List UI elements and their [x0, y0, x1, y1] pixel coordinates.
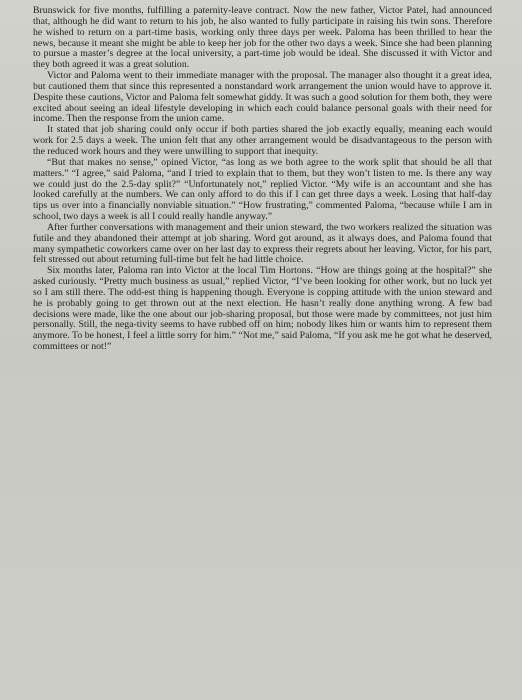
- paragraph-5: After further conversations with management and their union steward, the two workers realized the situation was futile and they abandoned their attempt at job sharing. Word got around, as it always does, and Paloma found that many sympathetic coworkers came over on her last day to express their regrets about her leaving. Victor, for his part, felt stressed out about returning full-time but felt he had little choice.: [33, 221, 492, 266]
- paragraph-4: “But that makes no sense,” opined Victor, “as long as we both agree to the work split that should be all that matters.” “I agree,” said Paloma, “and I tried to explain that to them, but they won’t listen to me. Is there any way we could just do the 2.5-day split?” “Unfortunately not,” replied Victor. “My wife is an accountant and she has looked carefully at the numbers. We can only afford to do this if I can get three days a week. Losing that half-day tips us over into a financially nonviable situation.” “How frustrating,” commented Paloma, “because while I am in school, two days a week is all I could really handle anyway.”: [33, 156, 492, 223]
- paragraph-3: It stated that job sharing could only occur if both parties shared the job exactly equally, meaning each would work for 2.5 days a week. The union felt that any other arrangement would be disadvantageous to the person with the reduced work hours and they were unwilling to support that inequity.: [33, 124, 492, 157]
- paragraph-6: Six months later, Paloma ran into Victor at the local Tim Hortons. “How are things going at the hospital?” she asked curiously. “Pretty much business as usual,” replied Victor, “I’ve been looking for other work, but no luck yet so I am still there. The odd-est thing is happening though. Everyone is copping attitude with the union steward and he is probably going to get thrown out at the next election. He hasn’t really done anything wrong. A few bad decisions were made, like the one about our job-sharing proposal, but those were made by committees, not just him personally. Still, the nega-tivity seems to have rubbed off on him; nobody likes him or wants him to represent them anymore. To be honest, I feel a little sorry for him.” “Not me,” said Paloma, “If you ask me he got what he deserved, committees or not!”: [33, 265, 492, 353]
- paragraph-1: Brunswick for five months, fulfilling a paternity-leave contract. Now the new father, Victor Patel, had announced that, although he did want to return to his job, he also wanted to fully participate in raising his twin sons. Therefore he wished to return on a part-time basis, working only three days per week. Paloma has been thrilled to hear the news, because it meant she might be able to keep her job for the other two days a week. Since she had been planning to pursue a master’s degree at the local university, a part-time job would be ideal. She discussed it with Victor and they both agreed it was a great solution.: [33, 5, 492, 71]
- paragraph-2: Victor and Paloma went to their immediate manager with the proposal. The manager also thought it a great idea, but cautioned them that since this represented a nonstandard work arrangement the union would have to approve it. Despite these cautions, Victor and Paloma felt somewhat giddy. It was such a good solution for them both, they were excited about seeing an ideal lifestyle developing in which each could balance personal goals with their need for income. Then the response from the union came.: [33, 70, 492, 125]
